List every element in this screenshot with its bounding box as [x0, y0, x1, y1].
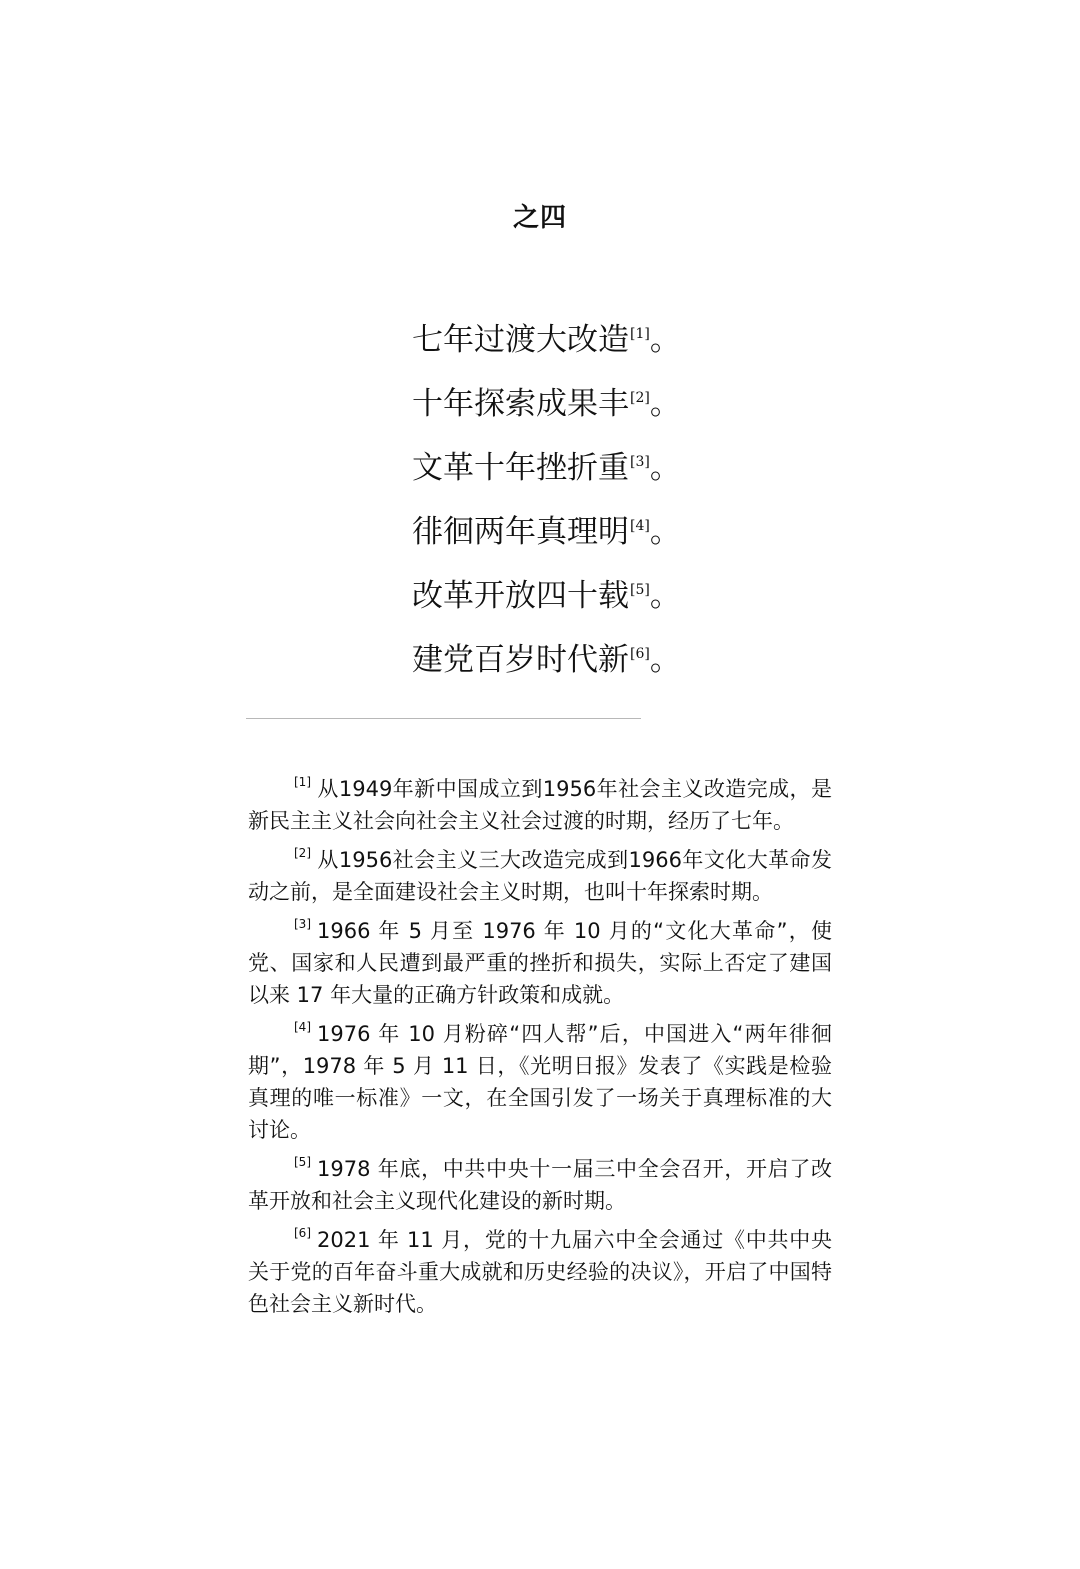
poem-line-end: 。 [649, 578, 681, 614]
footnote-text: 2021 年 11 月，党的十九届六中全会通过《中共中央关于党的百年奋斗重大成就和历史经验的决议》，开启了中国特色社会主义新时代。 [248, 1228, 832, 1316]
poem-line-text: 七年过渡大改造 [412, 322, 629, 358]
footnote-ref[interactable]: [5] [630, 582, 650, 598]
page-title: 之四 [512, 203, 567, 233]
poem-line-text: 建党百岁时代新 [412, 642, 629, 678]
footnote-text: 从1956社会主义三大改造完成到1966年文化大革命发动之前，是全面建设社会主义时期，也叫十年探索时期。 [248, 848, 832, 904]
footnote-divider [246, 718, 641, 719]
footnote-item [248, 837, 832, 908]
poem-line [412, 376, 832, 440]
footnote-text: 1966 年 5 月至 1976 年 10 月的“文化大革命”，使党、国家和人民遭到最严重的挫折和损失，实际上否定了建国以来 17 年大量的正确方针政策和成就。 [248, 919, 832, 1007]
footnote-item [248, 1011, 832, 1146]
footnote-marker: [3] [294, 917, 311, 931]
footnote-marker: [5] [294, 1155, 311, 1169]
footnote-marker: [1] [294, 775, 311, 789]
poem-line [412, 504, 832, 568]
poem-line-end: 。 [649, 386, 681, 422]
footnote-text: 从1949年新中国成立到1956年社会主义改造完成，是新民主主义社会向社会主义社会过渡的时期，经历了七年。 [248, 777, 832, 833]
footnote-ref[interactable]: [4] [630, 518, 650, 534]
footnote-ref[interactable]: [3] [630, 454, 650, 470]
footnote-text: 1976 年 10 月粉碎“四人帮”后，中国进入“两年徘徊期”，1978 年 5 月 11 日，《光明日报》发表了《实践是检验真理的唯一标准》一文，在全国引发了一场关于真理标准的大讨论。 [248, 1022, 832, 1142]
poem-line-text: 改革开放四十载 [412, 578, 629, 614]
poem-line-end: 。 [649, 514, 681, 550]
poem-line-end: 。 [649, 642, 681, 678]
poem-line [412, 632, 832, 696]
poem-line [412, 440, 832, 504]
footnote-item [248, 1217, 832, 1320]
footnote-item [248, 766, 832, 837]
poem-line [412, 568, 832, 632]
footnote-item [248, 1146, 832, 1217]
footnote-marker: [6] [294, 1226, 311, 1240]
footnote-marker: [4] [294, 1020, 311, 1034]
poem [412, 312, 832, 696]
poem-line-end: 。 [649, 322, 681, 358]
footnote-marker: [2] [294, 846, 311, 860]
footnote-text: 1978 年底，中共中央十一届三中全会召开，开启了改革开放和社会主义现代化建设的新时期。 [248, 1157, 832, 1213]
poem-line [412, 312, 832, 376]
poem-line-text: 文革十年挫折重 [412, 450, 629, 486]
poem-line-end: 。 [649, 450, 681, 486]
footnotes [248, 766, 832, 1320]
poem-line-text: 十年探索成果丰 [412, 386, 629, 422]
footnote-ref[interactable]: [2] [630, 390, 650, 406]
footnote-ref[interactable]: [6] [630, 646, 650, 662]
footnote-ref[interactable]: [1] [630, 326, 650, 342]
footnote-item [248, 908, 832, 1011]
poem-line-text: 徘徊两年真理明 [412, 514, 629, 550]
